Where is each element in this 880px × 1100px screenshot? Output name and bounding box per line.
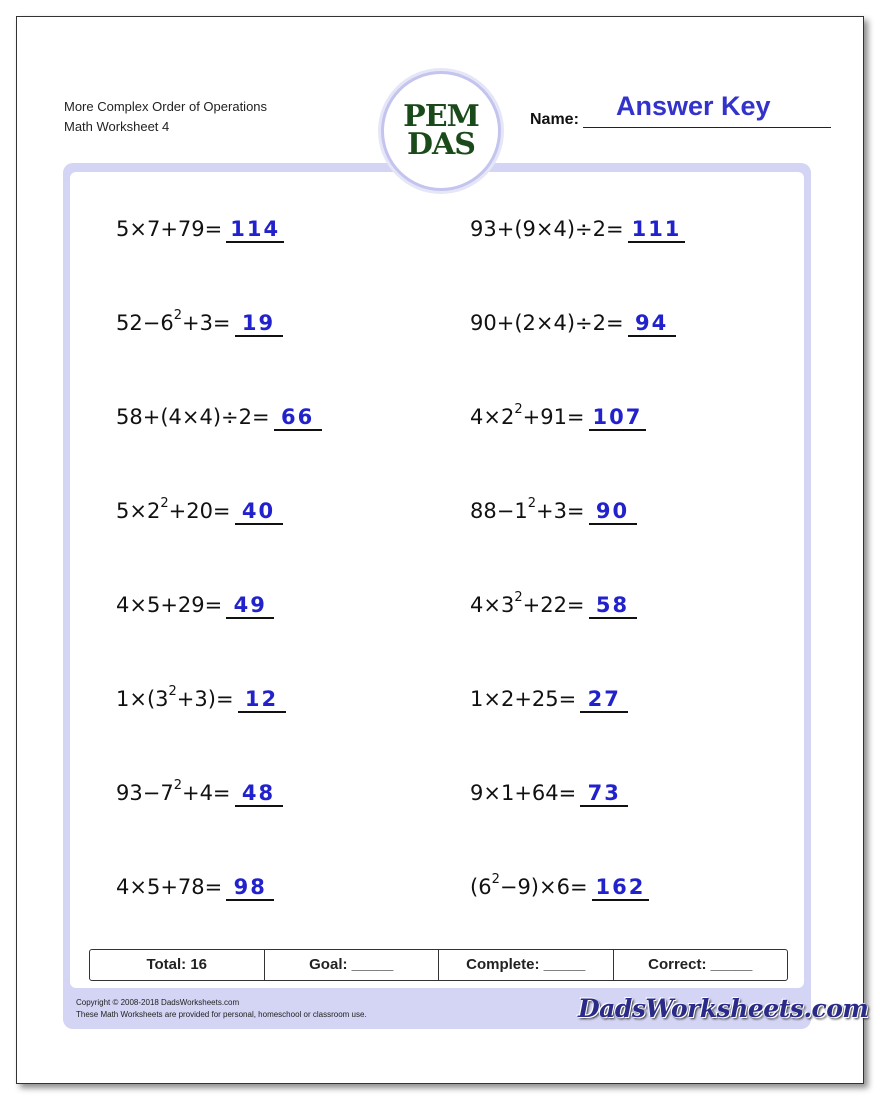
title-line-2: Math Worksheet 4 [64, 119, 170, 134]
logo-top-text: PEM [403, 99, 479, 134]
expression-text: (6 [470, 875, 492, 899]
expression-text: 58+(4×4)÷2= [116, 405, 270, 429]
answer-value: 111 [628, 217, 686, 243]
expression-text: 88−1 [470, 499, 528, 523]
exponent: 2 [514, 590, 523, 605]
name-line [583, 127, 831, 128]
problem-item [470, 402, 646, 431]
problem-item [116, 217, 284, 243]
expression-text: 5×2 [116, 499, 161, 523]
answer-value: 114 [226, 217, 284, 243]
answer-key-heading: Answer Key [616, 91, 771, 121]
expression-text: 52−6 [116, 311, 174, 335]
expression-text: +3= [181, 311, 231, 335]
expression-text: +3= [535, 499, 585, 523]
answer-value: 49 [226, 593, 274, 619]
exponent: 2 [173, 778, 182, 793]
exponent: 2 [491, 872, 500, 887]
answer-value: 58 [589, 593, 637, 619]
answer-value: 162 [592, 875, 650, 901]
exponent: 2 [527, 496, 536, 511]
expression-text: −9)×6= [499, 875, 588, 899]
expression-text: 93−7 [116, 781, 174, 805]
exponent: 2 [514, 402, 523, 417]
answer-value: 90 [589, 499, 637, 525]
expression-text: +20= [168, 499, 231, 523]
problem-item [116, 593, 274, 619]
answer-value: 94 [628, 311, 676, 337]
problem-item [470, 590, 637, 619]
answer-value: 98 [226, 875, 274, 901]
exponent: 2 [173, 308, 182, 323]
problem-item [470, 872, 649, 901]
expression-text: +91= [522, 405, 585, 429]
correct-cell: Correct: _____ [648, 956, 753, 973]
problem-item [116, 496, 283, 525]
problem-item [116, 308, 283, 337]
expression-text: 9×1+64= [470, 781, 577, 805]
expression-text: 1×2+25= [470, 687, 577, 711]
answer-value: 40 [235, 499, 283, 525]
score-summary [89, 949, 788, 981]
answer-value: 12 [238, 687, 286, 713]
expression-text: 93+(9×4)÷2= [470, 217, 624, 241]
usage-notice: These Math Worksheets are provided for personal, homeschool or classroom use. [76, 1010, 367, 1019]
pemdas-logo [381, 71, 501, 191]
expression-text: 4×5+29= [116, 593, 223, 617]
problem-item [116, 875, 274, 901]
expression-text: 4×3 [470, 593, 515, 617]
problem-item [470, 217, 685, 243]
problem-item [470, 496, 637, 525]
exponent: 2 [168, 684, 177, 699]
problem-item [470, 311, 676, 337]
problem-item [116, 405, 322, 431]
worksheet-title [64, 97, 267, 137]
answer-value: 73 [580, 781, 628, 807]
copyright-text: Copyright © 2008-2018 DadsWorksheets.com [76, 998, 240, 1007]
total-cell: Total: 16 [90, 950, 265, 980]
answer-value: 66 [274, 405, 322, 431]
goal-cell: Goal: _____ [265, 950, 440, 980]
title-line-1: More Complex Order of Operations [64, 99, 268, 114]
expression-text: 4×5+78= [116, 875, 223, 899]
expression-text: +22= [522, 593, 585, 617]
exponent: 2 [160, 496, 169, 511]
expression-text: 1×(3 [116, 687, 169, 711]
complete-cell: Complete: _____ [439, 950, 614, 980]
expression-text: 90+(2×4)÷2= [470, 311, 624, 335]
answer-value: 19 [235, 311, 283, 337]
answer-value: 27 [580, 687, 628, 713]
brand-logo: DadsWorksheets.com [578, 994, 869, 1023]
answer-value: 48 [235, 781, 283, 807]
problem-item [116, 778, 283, 807]
logo-bottom-text: DAS [407, 127, 475, 162]
problem-item [470, 781, 628, 807]
expression-text: +3)= [176, 687, 234, 711]
problem-item [116, 684, 286, 713]
expression-text: 5×7+79= [116, 217, 223, 241]
name-label: Name: [530, 111, 579, 128]
problem-item [470, 687, 628, 713]
expression-text: +4= [181, 781, 231, 805]
problem-area [70, 172, 804, 988]
answer-value: 107 [589, 405, 647, 431]
footer-copyright [76, 997, 367, 1021]
expression-text: 4×2 [470, 405, 515, 429]
